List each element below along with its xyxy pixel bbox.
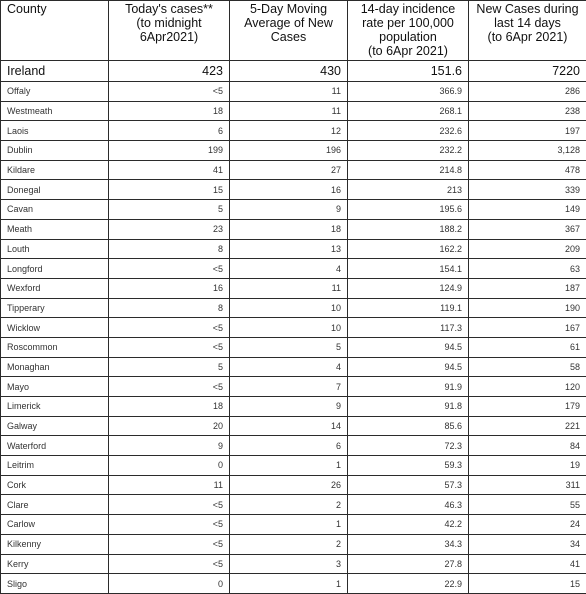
todays-cases-cell: 5 [109,357,230,377]
incidence-rate-cell: 72.3 [348,436,469,456]
table-row [1,456,586,476]
county-name-cell: Limerick [1,397,109,417]
five-day-average-cell: 11 [230,101,348,121]
county-name-cell: Ireland [1,61,109,82]
five-day-average-cell: 1 [230,456,348,476]
incidence-rate-column-header: 14-day incidence rate per 100,000 population (to 6Apr 2021) [348,1,469,61]
header-row [1,1,586,61]
table-row [1,495,586,515]
new-cases-14-days-cell: 339 [469,180,586,200]
incidence-rate-cell: 59.3 [348,456,469,476]
table-row [1,436,586,456]
todays-cases-cell: 16 [109,278,230,298]
new-cases-14-days-cell: 34 [469,534,586,554]
table-row [1,278,586,298]
county-name-cell: Monaghan [1,357,109,377]
new-cases-14-days-cell: 24 [469,515,586,535]
five-day-average-cell: 196 [230,141,348,161]
county-name-cell: Dublin [1,141,109,161]
todays-cases-cell: 8 [109,298,230,318]
incidence-rate-cell: 366.9 [348,82,469,102]
five-day-average-cell: 14 [230,416,348,436]
table-row [1,219,586,239]
incidence-rate-cell: 46.3 [348,495,469,515]
county-name-cell: Longford [1,259,109,279]
todays-cases-cell: <5 [109,318,230,338]
todays-cases-cell: 20 [109,416,230,436]
table-row [1,160,586,180]
incidence-rate-cell: 268.1 [348,101,469,121]
county-name-cell: Tipperary [1,298,109,318]
incidence-rate-cell: 91.9 [348,377,469,397]
table-row [1,180,586,200]
new-cases-14-days-cell: 55 [469,495,586,515]
todays-cases-cell: 23 [109,219,230,239]
todays-cases-cell: 18 [109,101,230,121]
table-row [1,534,586,554]
incidence-rate-cell: 124.9 [348,278,469,298]
new-cases-14-days-cell: 367 [469,219,586,239]
incidence-rate-cell: 27.8 [348,554,469,574]
county-name-cell: Meath [1,219,109,239]
new-cases-14-days-cell: 190 [469,298,586,318]
table-row [1,397,586,417]
new-cases-14-days-cell: 120 [469,377,586,397]
new-cases-14-days-column-header: New Cases during last 14 days (to 6Apr 2021) [469,1,586,61]
new-cases-14-days-cell: 3,128 [469,141,586,161]
county-name-cell: Galway [1,416,109,436]
five-day-average-cell: 9 [230,200,348,220]
todays-cases-cell: 6 [109,121,230,141]
todays-cases-cell: <5 [109,259,230,279]
table-row [1,337,586,357]
incidence-rate-cell: 117.3 [348,318,469,338]
table-row [1,515,586,535]
five-day-average-cell: 2 [230,534,348,554]
county-name-cell: Louth [1,239,109,259]
table-row [1,121,586,141]
new-cases-14-days-cell: 15 [469,574,586,594]
new-cases-14-days-cell: 238 [469,101,586,121]
five-day-average-cell: 10 [230,318,348,338]
incidence-rate-cell: 232.2 [348,141,469,161]
five-day-average-cell: 18 [230,219,348,239]
incidence-rate-cell: 91.8 [348,397,469,417]
county-name-cell: Wexford [1,278,109,298]
new-cases-14-days-cell: 58 [469,357,586,377]
todays-cases-cell: 15 [109,180,230,200]
todays-cases-cell: 0 [109,574,230,594]
new-cases-14-days-cell: 7220 [469,61,586,82]
five-day-average-cell: 26 [230,475,348,495]
incidence-rate-cell: 214.8 [348,160,469,180]
county-name-cell: Waterford [1,436,109,456]
five-day-average-cell: 4 [230,357,348,377]
five-day-average-cell: 4 [230,259,348,279]
todays-cases-cell: <5 [109,377,230,397]
table-row [1,259,586,279]
five-day-average-cell: 13 [230,239,348,259]
county-name-cell: Clare [1,495,109,515]
incidence-rate-cell: 154.1 [348,259,469,279]
new-cases-14-days-cell: 84 [469,436,586,456]
table-header [1,1,586,61]
table-row [1,357,586,377]
table-row [1,239,586,259]
new-cases-14-days-cell: 478 [469,160,586,180]
incidence-rate-cell: 232.6 [348,121,469,141]
todays-cases-cell: 41 [109,160,230,180]
new-cases-14-days-cell: 19 [469,456,586,476]
todays-cases-column-header: Today's cases** (to midnight 6Apr2021) [109,1,230,61]
todays-cases-cell: <5 [109,515,230,535]
five-day-average-cell: 27 [230,160,348,180]
table-row [1,416,586,436]
incidence-rate-cell: 85.6 [348,416,469,436]
new-cases-14-days-cell: 149 [469,200,586,220]
incidence-rate-cell: 162.2 [348,239,469,259]
five-day-average-cell: 430 [230,61,348,82]
todays-cases-cell: 199 [109,141,230,161]
five-day-average-cell: 3 [230,554,348,574]
county-name-cell: Offaly [1,82,109,102]
todays-cases-cell: 9 [109,436,230,456]
county-name-cell: Kilkenny [1,534,109,554]
table-row [1,318,586,338]
county-name-cell: Leitrim [1,456,109,476]
national-total-row [1,61,586,82]
todays-cases-cell: 423 [109,61,230,82]
county-name-cell: Wicklow [1,318,109,338]
todays-cases-cell: <5 [109,82,230,102]
five-day-average-cell: 1 [230,574,348,594]
todays-cases-cell: 0 [109,456,230,476]
table-row [1,141,586,161]
incidence-rate-cell: 42.2 [348,515,469,535]
table-row [1,574,586,594]
incidence-rate-cell: 34.3 [348,534,469,554]
incidence-rate-cell: 195.6 [348,200,469,220]
new-cases-14-days-cell: 311 [469,475,586,495]
county-name-cell: Roscommon [1,337,109,357]
five-day-average-column-header: 5-Day Moving Average of New Cases [230,1,348,61]
county-name-cell: Cavan [1,200,109,220]
five-day-average-cell: 12 [230,121,348,141]
table-row [1,377,586,397]
five-day-average-cell: 16 [230,180,348,200]
incidence-rate-cell: 22.9 [348,574,469,594]
five-day-average-cell: 1 [230,515,348,535]
five-day-average-cell: 9 [230,397,348,417]
new-cases-14-days-cell: 63 [469,259,586,279]
county-name-cell: Westmeath [1,101,109,121]
table-body [1,61,586,594]
county-name-cell: Carlow [1,515,109,535]
county-name-cell: Kerry [1,554,109,574]
new-cases-14-days-cell: 41 [469,554,586,574]
new-cases-14-days-cell: 167 [469,318,586,338]
incidence-rate-cell: 213 [348,180,469,200]
new-cases-14-days-cell: 197 [469,121,586,141]
table-row [1,554,586,574]
table-row [1,298,586,318]
incidence-rate-cell: 151.6 [348,61,469,82]
county-name-cell: Cork [1,475,109,495]
incidence-rate-cell: 119.1 [348,298,469,318]
todays-cases-cell: 11 [109,475,230,495]
county-name-cell: Sligo [1,574,109,594]
table-row [1,475,586,495]
todays-cases-cell: <5 [109,534,230,554]
todays-cases-cell: 8 [109,239,230,259]
incidence-rate-cell: 57.3 [348,475,469,495]
five-day-average-cell: 7 [230,377,348,397]
five-day-average-cell: 11 [230,278,348,298]
incidence-rate-cell: 94.5 [348,357,469,377]
todays-cases-cell: <5 [109,554,230,574]
county-name-cell: Kildare [1,160,109,180]
five-day-average-cell: 5 [230,337,348,357]
todays-cases-cell: <5 [109,337,230,357]
new-cases-14-days-cell: 187 [469,278,586,298]
incidence-rate-cell: 188.2 [348,219,469,239]
new-cases-14-days-cell: 179 [469,397,586,417]
new-cases-14-days-cell: 61 [469,337,586,357]
new-cases-14-days-cell: 221 [469,416,586,436]
five-day-average-cell: 6 [230,436,348,456]
five-day-average-cell: 11 [230,82,348,102]
county-name-cell: Mayo [1,377,109,397]
five-day-average-cell: 2 [230,495,348,515]
county-name-cell: Laois [1,121,109,141]
todays-cases-cell: <5 [109,495,230,515]
five-day-average-cell: 10 [230,298,348,318]
new-cases-14-days-cell: 209 [469,239,586,259]
table-row [1,82,586,102]
table-row [1,200,586,220]
county-name-cell: Donegal [1,180,109,200]
incidence-rate-cell: 94.5 [348,337,469,357]
todays-cases-cell: 18 [109,397,230,417]
table-row [1,101,586,121]
county-column-header: County [1,1,109,61]
new-cases-14-days-cell: 286 [469,82,586,102]
todays-cases-cell: 5 [109,200,230,220]
